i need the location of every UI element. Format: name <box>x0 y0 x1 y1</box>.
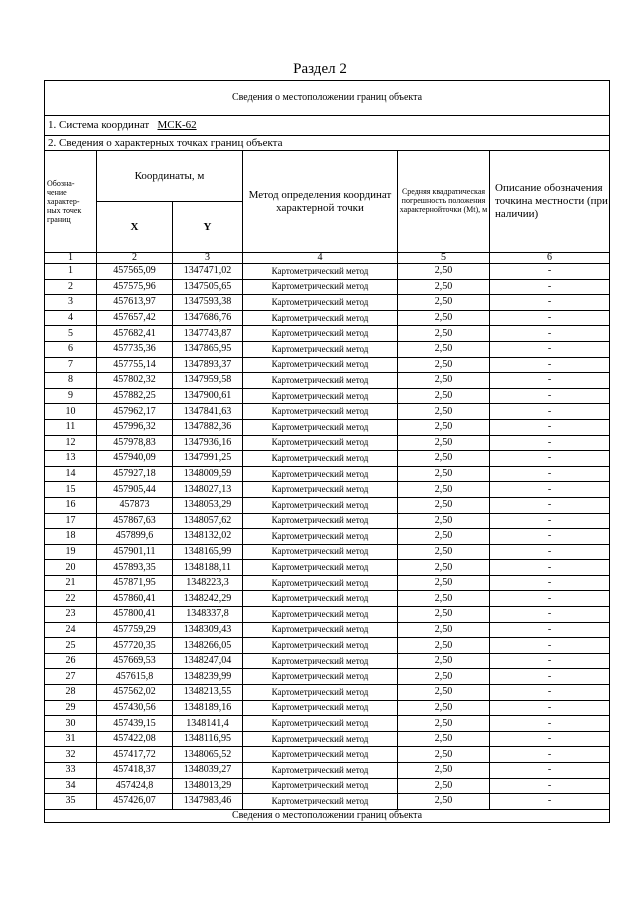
description-cell: - <box>490 544 610 560</box>
method-cell: Картометрический метод <box>243 778 398 794</box>
table-row <box>45 622 610 638</box>
point-number-cell: 10 <box>45 404 97 420</box>
coord-y-cell: 1347841,63 <box>173 404 243 420</box>
coord-y-cell: 1347936,16 <box>173 435 243 451</box>
coord-y-cell: 1348065,52 <box>173 747 243 763</box>
coord-y-cell: 1348057,62 <box>173 513 243 529</box>
error-cell: 2,50 <box>398 513 490 529</box>
point-number-cell: 26 <box>45 653 97 669</box>
coord-x-cell: 457893,35 <box>97 560 173 576</box>
description-cell: - <box>490 622 610 638</box>
header-method: Метод определения координат характерной точки <box>243 151 398 253</box>
point-number-cell: 18 <box>45 529 97 545</box>
header-point-designation: Обозна- чение характер- ных точек границ <box>45 151 97 253</box>
error-cell: 2,50 <box>398 341 490 357</box>
coord-x-cell: 457860,41 <box>97 591 173 607</box>
table-row <box>45 575 610 591</box>
description-cell: - <box>490 685 610 701</box>
coord-x-cell: 457417,72 <box>97 747 173 763</box>
description-cell: - <box>490 638 610 654</box>
error-cell: 2,50 <box>398 685 490 701</box>
method-cell: Картометрический метод <box>243 341 398 357</box>
coord-x-cell: 457871,95 <box>97 575 173 591</box>
table-row <box>45 310 610 326</box>
description-cell: - <box>490 560 610 576</box>
header-error: Средняя квадратическая погрешность положения характернойточки (Mt), м <box>398 151 490 253</box>
coord-x-cell: 457418,37 <box>97 763 173 779</box>
error-cell: 2,50 <box>398 279 490 295</box>
coord-x-cell: 457735,36 <box>97 341 173 357</box>
table-row <box>45 669 610 685</box>
method-cell: Картометрический метод <box>243 388 398 404</box>
table-row <box>45 544 610 560</box>
point-number-cell: 23 <box>45 607 97 623</box>
header-x: X <box>97 202 173 253</box>
point-number-cell: 29 <box>45 700 97 716</box>
error-cell: 2,50 <box>398 622 490 638</box>
error-cell: 2,50 <box>398 310 490 326</box>
method-cell: Картометрический метод <box>243 591 398 607</box>
table-row <box>45 357 610 373</box>
method-cell: Картометрический метод <box>243 419 398 435</box>
coord-y-cell: 1347959,58 <box>173 373 243 389</box>
error-cell: 2,50 <box>398 560 490 576</box>
point-number-cell: 6 <box>45 341 97 357</box>
coord-x-cell: 457424,8 <box>97 778 173 794</box>
table-row <box>45 607 610 623</box>
method-cell: Картометрический метод <box>243 731 398 747</box>
method-cell: Картометрический метод <box>243 622 398 638</box>
coord-y-cell: 1348027,13 <box>173 482 243 498</box>
method-cell: Картометрический метод <box>243 466 398 482</box>
error-cell: 2,50 <box>398 544 490 560</box>
point-number-cell: 16 <box>45 497 97 513</box>
table-row <box>45 326 610 342</box>
point-number-cell: 17 <box>45 513 97 529</box>
description-cell: - <box>490 388 610 404</box>
coord-y-cell: 1347743,87 <box>173 326 243 342</box>
table-row <box>45 466 610 482</box>
description-cell: - <box>490 669 610 685</box>
coord-y-cell: 1348213,55 <box>173 685 243 701</box>
point-number-cell: 8 <box>45 373 97 389</box>
coord-y-cell: 1347505,65 <box>173 279 243 295</box>
header-coordinates: Координаты, м <box>97 151 243 202</box>
coord-y-cell: 1347893,37 <box>173 357 243 373</box>
error-cell: 2,50 <box>398 700 490 716</box>
method-cell: Картометрический метод <box>243 794 398 810</box>
description-cell: - <box>490 591 610 607</box>
method-cell: Картометрический метод <box>243 700 398 716</box>
method-cell: Картометрический метод <box>243 607 398 623</box>
error-cell: 2,50 <box>398 763 490 779</box>
coord-x-cell: 457720,35 <box>97 638 173 654</box>
method-cell: Картометрический метод <box>243 638 398 654</box>
description-cell: - <box>490 700 610 716</box>
table-row <box>45 700 610 716</box>
error-cell: 2,50 <box>398 529 490 545</box>
error-cell: 2,50 <box>398 295 490 311</box>
point-number-cell: 24 <box>45 622 97 638</box>
coord-x-cell: 457759,29 <box>97 622 173 638</box>
coord-x-cell: 457422,08 <box>97 731 173 747</box>
description-cell: - <box>490 373 610 389</box>
point-number-cell: 1 <box>45 264 97 280</box>
error-cell: 2,50 <box>398 373 490 389</box>
coord-y-cell: 1347882,36 <box>173 419 243 435</box>
boundary-table <box>44 80 610 823</box>
error-cell: 2,50 <box>398 747 490 763</box>
table-row <box>45 341 610 357</box>
header-banner: Сведения о местоположении границ объекта <box>45 81 610 116</box>
coord-y-cell: 1348165,99 <box>173 544 243 560</box>
coord-x-cell: 457800,41 <box>97 607 173 623</box>
error-cell: 2,50 <box>398 497 490 513</box>
table-row <box>45 482 610 498</box>
description-cell: - <box>490 357 610 373</box>
coordinate-system-label: 1. Система координат <box>48 119 150 131</box>
error-cell: 2,50 <box>398 451 490 467</box>
coord-y-cell: 1348009,59 <box>173 466 243 482</box>
table-row <box>45 279 610 295</box>
method-cell: Картометрический метод <box>243 669 398 685</box>
coord-x-cell: 457575,96 <box>97 279 173 295</box>
method-cell: Картометрический метод <box>243 653 398 669</box>
coord-y-cell: 1348189,16 <box>173 700 243 716</box>
method-cell: Картометрический метод <box>243 763 398 779</box>
table-body <box>45 264 610 810</box>
point-number-cell: 7 <box>45 357 97 373</box>
point-number-cell: 27 <box>45 669 97 685</box>
method-cell: Картометрический метод <box>243 560 398 576</box>
description-cell: - <box>490 435 610 451</box>
method-cell: Картометрический метод <box>243 747 398 763</box>
error-cell: 2,50 <box>398 607 490 623</box>
column-index: 5 <box>398 253 490 264</box>
coord-y-cell: 1348013,29 <box>173 778 243 794</box>
error-cell: 2,50 <box>398 731 490 747</box>
coord-y-cell: 1347991,25 <box>173 451 243 467</box>
coord-x-cell: 457426,07 <box>97 794 173 810</box>
coord-y-cell: 1347471,02 <box>173 264 243 280</box>
table-row <box>45 794 610 810</box>
table-row <box>45 435 610 451</box>
coord-x-cell: 457657,42 <box>97 310 173 326</box>
table-row <box>45 560 610 576</box>
description-cell: - <box>490 794 610 810</box>
table-row <box>45 451 610 467</box>
section-title: Раздел 2 <box>293 61 347 77</box>
method-cell: Картометрический метод <box>243 435 398 451</box>
column-index-row <box>45 253 610 264</box>
coord-x-cell: 457940,09 <box>97 451 173 467</box>
table-row <box>45 763 610 779</box>
boundary-document <box>44 80 609 823</box>
description-cell: - <box>490 404 610 420</box>
coord-x-cell: 457901,11 <box>97 544 173 560</box>
method-cell: Картометрический метод <box>243 264 398 280</box>
error-cell: 2,50 <box>398 326 490 342</box>
coord-y-cell: 1348116,95 <box>173 731 243 747</box>
table-row <box>45 373 610 389</box>
method-cell: Картометрический метод <box>243 544 398 560</box>
error-cell: 2,50 <box>398 482 490 498</box>
coord-x-cell: 457669,53 <box>97 653 173 669</box>
description-cell: - <box>490 279 610 295</box>
header-description: Описание обозначения точкина местности (при наличии) <box>490 151 610 253</box>
point-number-cell: 11 <box>45 419 97 435</box>
point-number-cell: 20 <box>45 560 97 576</box>
description-cell: - <box>490 326 610 342</box>
description-cell: - <box>490 482 610 498</box>
method-cell: Картометрический метод <box>243 513 398 529</box>
coord-y-cell: 1348223,3 <box>173 575 243 591</box>
method-cell: Картометрический метод <box>243 373 398 389</box>
point-number-cell: 12 <box>45 435 97 451</box>
error-cell: 2,50 <box>398 638 490 654</box>
table-row <box>45 778 610 794</box>
point-number-cell: 15 <box>45 482 97 498</box>
description-cell: - <box>490 451 610 467</box>
method-cell: Картометрический метод <box>243 482 398 498</box>
table-row <box>45 638 610 654</box>
coord-x-cell: 457962,17 <box>97 404 173 420</box>
description-cell: - <box>490 295 610 311</box>
coord-x-cell: 457430,56 <box>97 700 173 716</box>
description-cell: - <box>490 497 610 513</box>
description-cell: - <box>490 341 610 357</box>
point-number-cell: 3 <box>45 295 97 311</box>
description-cell: - <box>490 513 610 529</box>
method-cell: Картометрический метод <box>243 716 398 732</box>
coord-x-cell: 457613,97 <box>97 295 173 311</box>
method-cell: Картометрический метод <box>243 575 398 591</box>
coord-x-cell: 457996,32 <box>97 419 173 435</box>
description-cell: - <box>490 763 610 779</box>
method-cell: Картометрический метод <box>243 497 398 513</box>
point-number-cell: 25 <box>45 638 97 654</box>
coord-y-cell: 1348309,43 <box>173 622 243 638</box>
error-cell: 2,50 <box>398 669 490 685</box>
table-row <box>45 295 610 311</box>
point-number-cell: 13 <box>45 451 97 467</box>
method-cell: Картометрический метод <box>243 295 398 311</box>
column-index: 4 <box>243 253 398 264</box>
column-index: 6 <box>490 253 610 264</box>
point-number-cell: 28 <box>45 685 97 701</box>
coord-y-cell: 1348266,05 <box>173 638 243 654</box>
table-row <box>45 264 610 280</box>
description-cell: - <box>490 466 610 482</box>
error-cell: 2,50 <box>398 653 490 669</box>
coordinate-system-value: МСК-62 <box>157 119 197 131</box>
coord-y-cell: 1347983,46 <box>173 794 243 810</box>
coord-x-cell: 457899,6 <box>97 529 173 545</box>
description-cell: - <box>490 264 610 280</box>
description-cell: - <box>490 310 610 326</box>
method-cell: Картометрический метод <box>243 357 398 373</box>
description-cell: - <box>490 778 610 794</box>
table-row <box>45 685 610 701</box>
coord-y-cell: 1347865,95 <box>173 341 243 357</box>
coord-y-cell: 1348337,8 <box>173 607 243 623</box>
point-number-cell: 22 <box>45 591 97 607</box>
table-row <box>45 419 610 435</box>
coord-y-cell: 1347900,61 <box>173 388 243 404</box>
column-index: 3 <box>173 253 243 264</box>
coord-y-cell: 1348039,27 <box>173 763 243 779</box>
error-cell: 2,50 <box>398 575 490 591</box>
table-row <box>45 388 610 404</box>
method-cell: Картометрический метод <box>243 326 398 342</box>
description-cell: - <box>490 575 610 591</box>
table-row <box>45 731 610 747</box>
point-number-cell: 35 <box>45 794 97 810</box>
method-cell: Картометрический метод <box>243 685 398 701</box>
table-row <box>45 591 610 607</box>
coord-x-cell: 457905,44 <box>97 482 173 498</box>
point-number-cell: 14 <box>45 466 97 482</box>
table-row <box>45 716 610 732</box>
method-cell: Картометрический метод <box>243 529 398 545</box>
coord-y-cell: 1348132,02 <box>173 529 243 545</box>
table-row <box>45 404 610 420</box>
coord-x-cell: 457615,8 <box>97 669 173 685</box>
error-cell: 2,50 <box>398 716 490 732</box>
coord-y-cell: 1348247,04 <box>173 653 243 669</box>
error-cell: 2,50 <box>398 357 490 373</box>
coord-y-cell: 1348188,11 <box>173 560 243 576</box>
coord-x-cell: 457565,09 <box>97 264 173 280</box>
description-cell: - <box>490 419 610 435</box>
error-cell: 2,50 <box>398 466 490 482</box>
column-index: 2 <box>97 253 173 264</box>
coord-x-cell: 457882,25 <box>97 388 173 404</box>
method-cell: Картометрический метод <box>243 279 398 295</box>
point-number-cell: 33 <box>45 763 97 779</box>
point-number-cell: 2 <box>45 279 97 295</box>
points-heading: 2. Сведения о характерных точках границ объекта <box>45 136 610 151</box>
point-number-cell: 32 <box>45 747 97 763</box>
coordinate-system-row <box>45 116 610 136</box>
point-number-cell: 34 <box>45 778 97 794</box>
error-cell: 2,50 <box>398 591 490 607</box>
coord-x-cell: 457562,02 <box>97 685 173 701</box>
point-number-cell: 30 <box>45 716 97 732</box>
coord-x-cell: 457682,41 <box>97 326 173 342</box>
point-number-cell: 4 <box>45 310 97 326</box>
point-number-cell: 9 <box>45 388 97 404</box>
header-y: Y <box>173 202 243 253</box>
point-number-cell: 5 <box>45 326 97 342</box>
table-row <box>45 497 610 513</box>
description-cell: - <box>490 607 610 623</box>
footer-banner: Сведения о местоположении границ объекта <box>45 809 610 822</box>
error-cell: 2,50 <box>398 404 490 420</box>
table-row <box>45 653 610 669</box>
method-cell: Картометрический метод <box>243 451 398 467</box>
method-cell: Картометрический метод <box>243 310 398 326</box>
coord-x-cell: 457927,18 <box>97 466 173 482</box>
error-cell: 2,50 <box>398 794 490 810</box>
coord-x-cell: 457802,32 <box>97 373 173 389</box>
error-cell: 2,50 <box>398 264 490 280</box>
table-row <box>45 513 610 529</box>
error-cell: 2,50 <box>398 419 490 435</box>
coord-y-cell: 1347593,38 <box>173 295 243 311</box>
point-number-cell: 31 <box>45 731 97 747</box>
description-cell: - <box>490 747 610 763</box>
coord-x-cell: 457439,15 <box>97 716 173 732</box>
coord-y-cell: 1348239,99 <box>173 669 243 685</box>
table-row <box>45 747 610 763</box>
coord-x-cell: 457873 <box>97 497 173 513</box>
error-cell: 2,50 <box>398 778 490 794</box>
coord-y-cell: 1348141,4 <box>173 716 243 732</box>
description-cell: - <box>490 529 610 545</box>
coord-x-cell: 457755,14 <box>97 357 173 373</box>
coord-x-cell: 457867,63 <box>97 513 173 529</box>
point-number-cell: 21 <box>45 575 97 591</box>
column-index: 1 <box>45 253 97 264</box>
description-cell: - <box>490 653 610 669</box>
point-number-cell: 19 <box>45 544 97 560</box>
table-row <box>45 529 610 545</box>
coord-x-cell: 457978,83 <box>97 435 173 451</box>
coord-y-cell: 1348053,29 <box>173 497 243 513</box>
coord-y-cell: 1347686,76 <box>173 310 243 326</box>
method-cell: Картометрический метод <box>243 404 398 420</box>
description-cell: - <box>490 731 610 747</box>
description-cell: - <box>490 716 610 732</box>
coord-y-cell: 1348242,29 <box>173 591 243 607</box>
error-cell: 2,50 <box>398 435 490 451</box>
error-cell: 2,50 <box>398 388 490 404</box>
